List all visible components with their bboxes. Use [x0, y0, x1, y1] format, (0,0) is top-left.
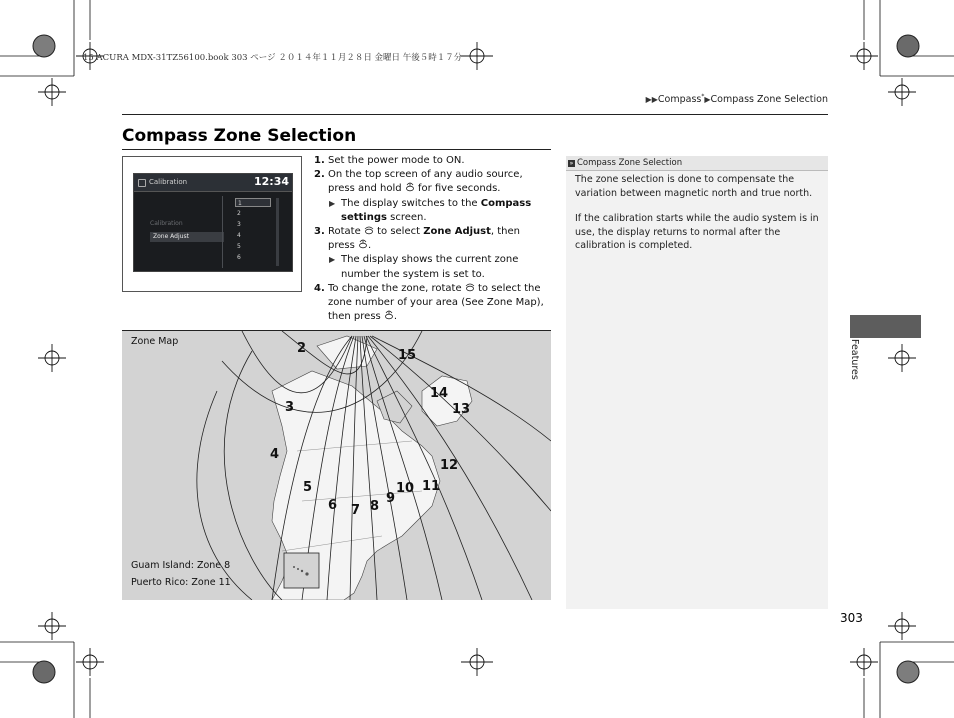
title-rule	[122, 149, 551, 150]
screen-header	[134, 174, 292, 192]
screen-title: Calibration	[149, 178, 188, 186]
zone-label: 10	[396, 481, 415, 496]
breadcrumb-arrow-icon: ▶▶	[645, 95, 658, 105]
zone-label: 14	[430, 386, 449, 401]
selector-knob-rotate-icon	[364, 225, 374, 235]
zone-label: 3	[285, 400, 295, 415]
section-tab[interactable]	[850, 315, 921, 338]
selector-knob-press-icon	[384, 310, 394, 320]
step-1: 1. Set the power mode to ON.	[314, 155, 465, 166]
side-note-text: If the calibration starts while the audio system is in use, the display returns to normal after the calibration is completed.	[575, 213, 819, 251]
zone-list	[222, 196, 283, 268]
page-title: Compass Zone Selection	[122, 126, 357, 146]
map-note-guam: Guam Island: Zone 8	[131, 560, 231, 571]
step-3: 3. Rotate to select Zone Adjust, then press .	[314, 226, 521, 252]
side-note-header: » Compass Zone Selection	[566, 156, 828, 171]
zone-label: 9	[386, 491, 396, 506]
step-4: 4. To change the zone, rotate to select the zone number of your area (See Zone Map), then press .	[314, 282, 544, 323]
zone-label: 4	[270, 447, 280, 462]
result-arrow-icon: ▶	[329, 255, 336, 265]
menu-item-calibration[interactable]: Calibration	[150, 220, 183, 227]
calibration-screen	[133, 173, 293, 272]
zone-label: 11	[422, 479, 441, 494]
zone-map	[122, 330, 551, 600]
side-note-text: The zone selection is done to compensate the variation between magnetic north and true north.	[575, 174, 813, 199]
zone-list-item[interactable]: 6	[237, 254, 241, 261]
screen-clock: 12:34	[253, 175, 289, 188]
breadcrumb-compass[interactable]: Compass	[657, 94, 702, 106]
step-2: 2. On the top screen of any audio source, press and hold for five seconds.	[314, 169, 523, 195]
zone-list-item[interactable]: 3	[237, 221, 241, 228]
result-arrow-icon: ▶	[329, 198, 336, 208]
map-note-puerto-rico: Puerto Rico: Zone 11	[131, 577, 231, 588]
step-3-result: ▶ The display shows the current zone number the system is set to.	[329, 254, 519, 280]
zone-label: 2	[297, 341, 307, 356]
zone-label: 8	[370, 499, 380, 514]
zone-list-item[interactable]: 1	[235, 198, 271, 207]
zone-label: 7	[351, 503, 361, 518]
zone-label: 13	[452, 402, 471, 417]
breadcrumb-current: Compass Zone Selection	[710, 94, 828, 106]
zone-label: 5	[303, 480, 313, 495]
section-tab-label: Features	[849, 339, 860, 380]
instruction-steps	[314, 154, 550, 324]
zone-label: 12	[440, 458, 459, 473]
zone-list-item[interactable]: 2	[237, 210, 241, 217]
zone-list-scrollbar[interactable]	[276, 198, 279, 266]
breadcrumb	[646, 93, 828, 105]
print-header: 15 ACURA MDX-31TZ56100.book 303 ページ ２０１４年１１月２８日 金曜日 午後５時１７分	[83, 53, 463, 63]
page-number: 303	[840, 611, 863, 625]
header-rule	[122, 114, 828, 115]
zone-list-item[interactable]: 4	[237, 232, 241, 239]
breadcrumb-mark: *	[701, 93, 705, 100]
map-label: Zone Map	[131, 336, 179, 347]
zone-label: 15	[398, 348, 417, 363]
zone-list-item[interactable]: 5	[237, 243, 241, 250]
selector-knob-press-icon	[405, 182, 415, 192]
selector-knob-press-icon	[358, 239, 368, 249]
zone-label: 6	[328, 498, 338, 513]
selector-knob-rotate-icon	[465, 282, 475, 292]
breadcrumb-arrow-icon: ▶	[704, 95, 711, 105]
menu-item-zone-adjust[interactable]: Zone Adjust	[150, 232, 224, 242]
step-2-result: ▶ The display switches to the Compass settings screen.	[329, 197, 532, 223]
note-mark-icon: »	[569, 160, 574, 167]
compass-icon	[138, 179, 146, 187]
